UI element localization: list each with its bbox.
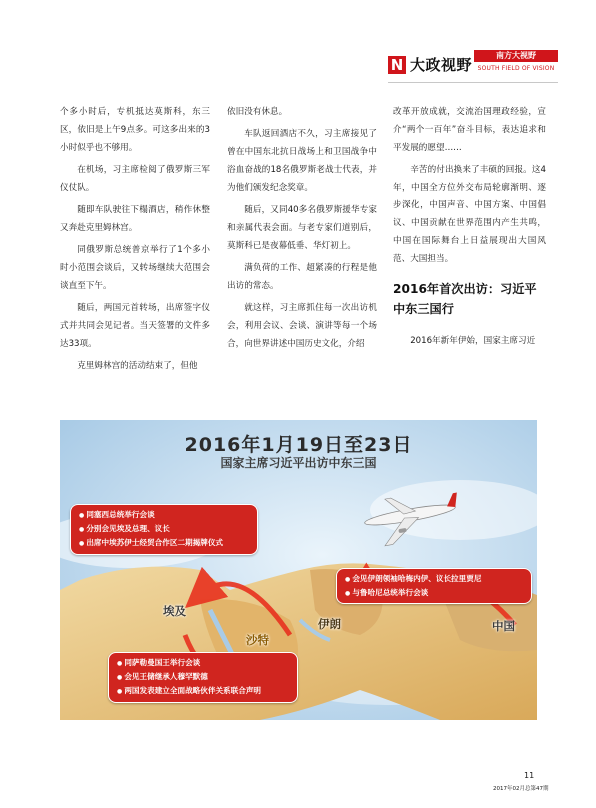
paragraph: 个多小时后，专机抵达莫斯科，东三区，依旧是上午9点多。可这多出来的3小时似乎也不够用。	[60, 107, 210, 153]
country-label-china: 中国	[492, 619, 515, 633]
iran-callout	[336, 568, 532, 604]
paragraph: 车队返回酒店不久，习主席接见了曾在中国东北抗日战场上和卫国战争中浴血奋战的18名俄罗斯老战士代表，并为他们颁发纪念奖章。	[227, 129, 377, 193]
country-label-saudi: 沙特	[246, 633, 269, 647]
article-column-3	[393, 104, 546, 355]
paragraph: 克里姆林宫的活动结束了，但他	[77, 360, 198, 371]
saudi-callout	[108, 652, 298, 703]
paragraph: 在机场，习主席检阅了俄罗斯三军仪仗队。	[60, 164, 210, 193]
magazine-name-cn: 南方大视野	[474, 50, 558, 62]
header-divider	[388, 82, 558, 83]
section-heading: 2016年首次出访：习近平中东三国行	[393, 281, 537, 316]
paragraph: 满负荷的工作、超紧凑的行程是他出访的常态。	[227, 262, 377, 291]
paragraph: 随后，又同40多名俄罗斯援华专家和亲属代表会面。与老专家们道别后，莫斯科已是夜幕低垂、华灯初上。	[227, 204, 377, 251]
article-column-1	[60, 104, 210, 380]
paragraph: 就这样，习主席抓住每一次出访机会，利用会议、会谈、演讲等每一个场合，向世界讲述中国历史文化，介绍	[227, 302, 377, 349]
paragraph: 辛苦的付出换来了丰硕的回报。这4年，中国全方位外交布局轮廓渐明、逐步深化，中国声音、中国方案、中国倡议、中国贡献在世界范围内产生共鸣，中国在国际舞台上日益展现出大国风范、大国担当。	[393, 164, 546, 264]
magazine-tag	[474, 50, 558, 80]
article-column-2	[227, 104, 377, 358]
map-title: 2016年1月19日至23日	[184, 434, 413, 456]
callout-item: ● 同塞西总统举行会谈	[79, 508, 249, 522]
callout-item: ● 与鲁哈尼总统举行会谈	[345, 586, 523, 600]
magazine-section-badge	[388, 50, 558, 80]
section-title: 大政视野	[410, 56, 473, 74]
issue-info: 2017年02月总第47期	[493, 786, 549, 792]
magazine-logo-icon: N	[388, 56, 406, 74]
callout-item: ● 同萨勒曼国王举行会谈	[117, 656, 289, 670]
paragraph: 2016年新年伊始，国家主席习近	[410, 335, 536, 346]
paragraph: 改革开放成就，交流治国理政经验，宣介“两个一百年”奋斗目标，表达追求和平发展的愿望……	[393, 107, 546, 153]
country-label-egypt: 埃及	[163, 604, 186, 618]
callout-item: ● 会见王储继承人穆罕默德	[117, 670, 289, 684]
paragraph: 依旧没有休息。	[227, 107, 288, 117]
map-subtitle: 国家主席习近平出访中东三国	[220, 456, 377, 470]
paragraph: 同俄罗斯总统普京举行了1个多小时小范围会谈后，又转场继续大范围会谈直至下午。	[60, 245, 210, 291]
trip-map-figure	[60, 420, 537, 720]
callout-item: ● 会见伊朗领袖哈梅内伊、议长拉里贾尼	[345, 572, 523, 586]
callout-item: ● 分别会见埃及总理、议长	[79, 522, 249, 536]
page-number: 11	[524, 771, 535, 780]
country-label-iran: 伊朗	[318, 617, 341, 631]
callout-item: ● 两国发表建立全面战略伙伴关系联合声明	[117, 684, 289, 698]
egypt-callout	[70, 504, 258, 555]
paragraph: 随后，两国元首转场，出席签字仪式并共同会见记者。当天签署的文件多达33项。	[60, 302, 210, 349]
paragraph: 随即车队驶往下榻酒店，稍作休整又奔赴克里姆林宫。	[60, 204, 210, 233]
magazine-name-en: SOUTH FIELD OF VISION	[477, 65, 555, 72]
callout-item: ● 出席中埃苏伊士经贸合作区二期揭牌仪式	[79, 536, 249, 550]
